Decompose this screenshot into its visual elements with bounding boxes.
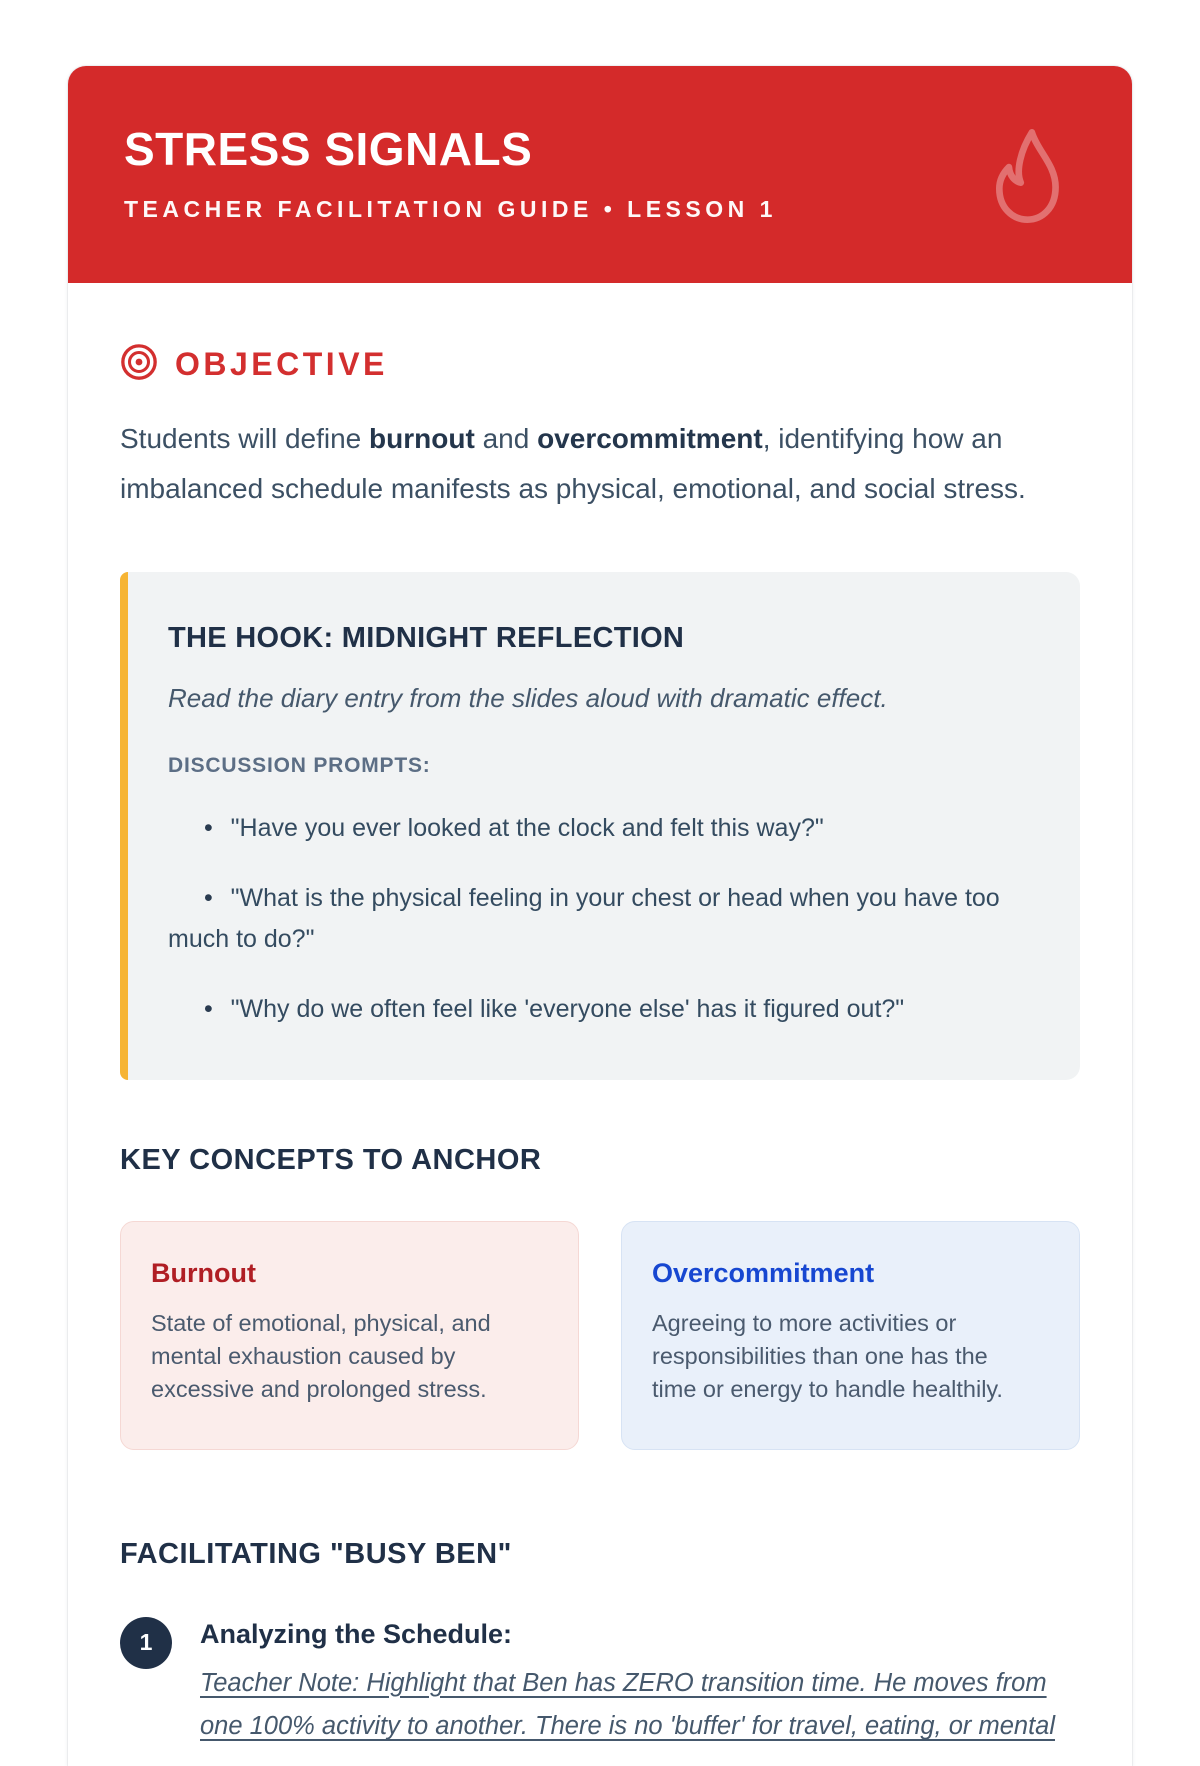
concept-card-overcommitment	[621, 1221, 1080, 1450]
step-body	[200, 1617, 1080, 1749]
facilitating-step-1	[120, 1617, 1080, 1749]
header-banner	[68, 66, 1132, 283]
concept-definition: State of emotional, physical, and mental exhaustion caused by excessive and prolonged stress.	[151, 1309, 491, 1403]
discussion-prompt-item	[168, 808, 1034, 849]
teacher-note: Teacher Note: Highlight that Ben has ZERO transition time. He moves from one 100% activity to another. There is no 'buffer' for travel, eating, or mental	[200, 1668, 1055, 1741]
objective-term-burnout: burnout	[369, 423, 475, 454]
discussion-prompts-label: DISCUSSION PROMPTS:	[168, 753, 431, 777]
target-icon	[120, 343, 158, 386]
objective-heading: OBJECTIVE	[175, 346, 388, 382]
objective-term-overcommitment: overcommitment	[537, 423, 763, 454]
discussion-prompt-text: "Why do we often feel like 'everyone else' has it figured out?"	[230, 995, 905, 1024]
bullet-icon	[204, 884, 227, 912]
flame-icon	[986, 124, 1060, 228]
lesson-guide-card	[68, 66, 1132, 1766]
concept-term: Burnout	[151, 1257, 256, 1288]
step-number-badge: 1	[120, 1617, 172, 1669]
objective-heading-row	[120, 343, 1080, 386]
step-title: Analyzing the Schedule:	[200, 1618, 513, 1649]
bullet-icon	[204, 995, 227, 1023]
objective-text-part: Students will define	[120, 423, 370, 454]
page-title: STRESS SIGNALS	[124, 123, 533, 175]
hook-callout-box	[120, 572, 1080, 1080]
key-concepts-cards	[120, 1221, 1080, 1450]
content-area	[68, 343, 1132, 1748]
concept-term: Overcommitment	[652, 1257, 875, 1288]
page-subtitle: TEACHER FACILITATION GUIDE • LESSON 1	[124, 196, 777, 222]
concept-card-burnout	[120, 1221, 579, 1450]
concept-definition: Agreeing to more activities or responsibilities than one has the time or energy to handle healthily.	[652, 1309, 1003, 1403]
discussion-prompt-item	[168, 989, 1034, 1030]
discussion-prompt-text: "Have you ever looked at the clock and felt this way?"	[230, 813, 824, 842]
objective-section	[120, 343, 1080, 514]
key-concepts-heading: KEY CONCEPTS TO ANCHOR	[120, 1143, 542, 1176]
facilitating-heading: FACILITATING "BUSY BEN"	[120, 1537, 512, 1570]
bullet-icon	[204, 814, 227, 842]
objective-text	[120, 414, 1068, 514]
discussion-prompt-item	[168, 878, 1034, 959]
discussion-prompt-text: "What is the physical feeling in your chest or head when you have too much to do?"	[168, 884, 1000, 953]
objective-text-part: and	[474, 423, 538, 454]
hook-instruction: Read the diary entry from the slides aloud with dramatic effect.	[168, 682, 888, 713]
hook-title: THE HOOK: MIDNIGHT REFLECTION	[168, 621, 685, 654]
objective-text-part: , identifying how an imbalanced schedule manifests as physical, emotional, and social stress.	[120, 423, 1026, 504]
